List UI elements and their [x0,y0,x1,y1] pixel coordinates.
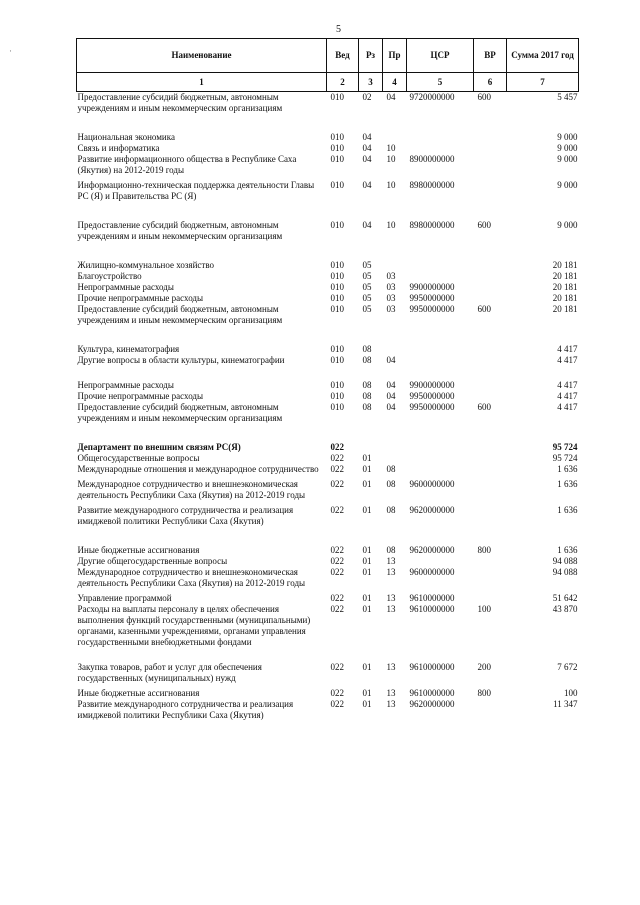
row-vr [474,271,507,282]
table-row [77,501,579,527]
row-pr: 13 [386,662,396,672]
margin-mark: · [9,46,12,56]
row-rz: 01 [362,505,372,515]
row-name: Предоставление субсидий бюджетным, автономным учреждениям и иным некоммерческим организациям [77,402,283,423]
row-pr [383,242,407,271]
row-csr: 8980000000 [409,220,455,230]
row-vr [474,453,507,464]
row-ved: 022 [330,556,344,566]
table-row [77,424,579,453]
row-pr: 04 [386,92,396,102]
row-csr: 9610000000 [409,604,455,614]
table-row [77,293,579,304]
row-ved: 010 [330,154,344,164]
row-name: Развитие международного сотрудничества и реализация имиджевой политики Республики Саха (Якутия) [77,699,294,720]
row-vr [474,366,507,391]
table-row [77,684,579,699]
row-name: Развитие информационного общества в Республике Саха (Якутия) на 2012-2019 годы [77,154,297,175]
row-ved: 022 [330,567,344,577]
row-sum: 4 417 [557,391,578,401]
row-sum: 94 088 [552,556,578,566]
table-row [77,355,579,366]
column-number: 2 [327,73,359,92]
row-vr [474,501,507,527]
column-number: 1 [77,73,327,92]
row-sum: 43 870 [552,604,578,614]
row-vr [474,464,507,475]
row-rz: 01 [362,453,372,463]
row-vr [474,589,507,604]
row-csr [407,242,474,271]
row-name: Международное сотрудничество и внешнеэкономическая деятельность Республики Саха (Якутия) на 2012-2019 годы [77,479,306,500]
table-row [77,176,579,202]
row-name: Расходы на выплаты персоналу в целях обеспечения выполнения функций государственными (муниципальными) органами, казенными учреждениями, органами управления государственными внебюджетными фондами [77,604,311,647]
row-csr: 9900000000 [409,380,455,390]
row-ved: 022 [330,453,344,463]
row-pr: 13 [386,567,396,577]
row-vr: 800 [477,545,491,555]
row-csr: 9610000000 [409,688,455,698]
row-csr: 9610000000 [409,593,455,603]
row-vr: 800 [477,688,491,698]
row-rz: 04 [362,220,372,230]
row-name: Иные бюджетные ассигнования [77,688,200,698]
row-pr: 08 [386,505,396,515]
row-vr [474,293,507,304]
row-sum: 1 636 [557,464,578,474]
row-vr [474,143,507,154]
row-pr [383,326,407,355]
row-ved: 022 [330,464,344,474]
row-name: Международные отношения и международное сотрудничество [77,464,319,474]
row-rz: 01 [362,556,372,566]
row-rz: 01 [362,479,372,489]
row-rz: 05 [362,271,372,281]
column-number: 6 [474,73,507,92]
row-sum: 4 417 [557,344,578,354]
row-name: Связь и информатика [77,143,160,153]
row-ved: 010 [330,402,344,412]
row-pr: 08 [386,479,396,489]
row-name: Культура, кинематография [77,344,180,354]
table-row [77,589,579,604]
row-vr: 100 [477,604,491,614]
header-ved: Вед [327,39,359,73]
row-vr [474,114,507,143]
budget-table [76,38,579,721]
page-number: 5 [336,24,341,35]
row-csr [407,424,474,453]
table-body [77,92,579,722]
row-sum: 1 636 [557,479,578,489]
row-name: Предоставление субсидий бюджетным, автономным учреждениям и иным некоммерческим организациям [77,304,283,325]
row-csr: 9620000000 [409,505,455,515]
row-csr: 9950000000 [409,304,455,314]
row-vr [474,282,507,293]
row-csr [407,355,474,366]
row-vr: 600 [477,304,491,314]
column-number-row [77,73,579,92]
row-sum: 20 181 [552,271,578,281]
row-csr [407,464,474,475]
row-pr: 03 [386,271,396,281]
row-vr [474,326,507,355]
row-sum: 20 181 [552,304,578,314]
row-pr: 10 [386,143,396,153]
row-sum: 20 181 [552,293,578,303]
row-csr: 9950000000 [409,391,455,401]
row-ved: 022 [330,604,344,614]
row-ved: 010 [330,282,344,292]
row-ved: 010 [330,304,344,314]
header-vr: ВР [474,39,507,73]
table-row [77,648,579,684]
row-rz: 01 [362,545,372,555]
row-vr [474,424,507,453]
row-rz [359,424,383,453]
table-row [77,391,579,402]
row-sum: 9 000 [557,220,578,230]
row-rz: 05 [362,304,372,314]
row-csr: 9900000000 [409,282,455,292]
row-name: Другие вопросы в области культуры, кинематографии [77,355,285,365]
row-rz: 05 [362,260,372,270]
row-csr: 9720000000 [409,92,455,102]
row-sum: 4 417 [557,402,578,412]
row-pr: 13 [386,593,396,603]
row-name: Департамент по внешним связям РС(Я) [77,442,241,452]
row-pr: 10 [386,180,396,190]
row-vr [474,242,507,271]
row-pr: 03 [386,304,396,314]
header-sum: Сумма 2017 год [507,39,579,73]
row-sum: 95 724 [552,453,578,463]
row-csr [407,143,474,154]
row-csr [407,556,474,567]
row-ved: 022 [330,688,344,698]
row-pr: 04 [386,402,396,412]
row-rz: 01 [362,593,372,603]
row-ved: 010 [330,344,344,354]
row-vr [474,475,507,501]
row-ved: 022 [330,662,344,672]
header-name: Наименование [77,39,327,73]
table-row [77,402,579,424]
row-name: Непрограммные расходы [77,282,174,292]
row-csr: 9620000000 [409,699,455,709]
row-pr: 04 [386,380,396,390]
row-ved: 022 [330,699,344,709]
row-sum: 9 000 [557,132,578,142]
row-pr: 10 [386,154,396,164]
table-row [77,271,579,282]
header-rz: Рз [359,39,383,73]
row-ved: 010 [330,391,344,401]
row-name: Благоустройство [77,271,142,281]
row-rz: 01 [362,464,372,474]
row-pr: 13 [386,688,396,698]
row-csr [407,271,474,282]
row-sum: 9 000 [557,180,578,190]
row-name: Информационно-техническая поддержка деятельности Главы РС (Я) и Правительства РС (Я) [77,180,315,201]
row-rz: 04 [362,132,372,142]
row-pr: 04 [386,355,396,365]
row-pr: 13 [386,699,396,709]
row-pr: 13 [386,556,396,566]
row-vr [474,154,507,176]
table-row [77,604,579,648]
header-csr: ЦСР [407,39,474,73]
row-rz: 08 [362,380,372,390]
table-row [77,475,579,501]
row-name: Предоставление субсидий бюджетным, автономным учреждениям и иным некоммерческим организациям [77,92,283,113]
row-vr: 200 [477,662,491,672]
row-rz: 01 [362,662,372,672]
row-name: Закупка товаров, работ и услуг для обеспечения государственных (муниципальных) нужд [77,662,262,683]
row-rz: 08 [362,344,372,354]
header-row [77,39,579,73]
row-rz: 04 [362,180,372,190]
row-rz: 01 [362,688,372,698]
row-ved: 010 [330,271,344,281]
row-name: Непрограммные расходы [77,380,174,390]
table-header [77,39,579,92]
row-csr [407,326,474,355]
row-ved: 010 [330,132,344,142]
row-sum: 5 457 [557,92,578,102]
row-ved: 022 [330,505,344,515]
row-sum: 20 181 [552,260,578,270]
row-pr: 13 [386,604,396,614]
row-pr: 08 [386,464,396,474]
table-row [77,527,579,556]
table-row [77,699,579,721]
row-name: Предоставление субсидий бюджетным, автономным учреждениям и иным некоммерческим организациям [77,220,283,241]
row-pr: 10 [386,220,396,230]
row-name: Прочие непрограммные расходы [77,293,204,303]
row-sum: 1 636 [557,545,578,555]
row-name: Национальная экономика [77,132,175,142]
table-row [77,453,579,464]
row-name: Иные бюджетные ассигнования [77,545,200,555]
row-pr: 08 [386,545,396,555]
row-ved: 010 [330,380,344,390]
row-vr [474,699,507,721]
table-row [77,304,579,326]
row-sum: 11 347 [553,699,578,709]
table-row [77,92,579,115]
table-row [77,326,579,355]
row-ved: 010 [330,92,344,102]
row-sum: 95 724 [552,442,578,452]
table-row [77,202,579,242]
table-row [77,282,579,293]
row-name: Жилищно-коммунальное хозяйство [77,260,215,270]
table-row [77,114,579,143]
row-name: Международное сотрудничество и внешнеэкономическая деятельность Республики Саха (Якутия) на 2012-2019 годы [77,567,306,588]
row-csr: 9600000000 [409,479,455,489]
row-ved: 010 [330,180,344,190]
row-rz: 08 [362,402,372,412]
row-csr: 9610000000 [409,662,455,672]
row-name: Общегосударственные вопросы [77,453,200,463]
column-number: 7 [507,73,579,92]
row-pr: 04 [386,391,396,401]
row-ved: 010 [330,143,344,153]
row-ved: 010 [330,260,344,270]
row-pr [383,424,407,453]
row-sum: 51 642 [552,593,578,603]
row-name: Прочие непрограммные расходы [77,391,204,401]
row-name: Управление программой [77,593,172,603]
table-row [77,143,579,154]
row-rz: 05 [362,282,372,292]
row-sum: 100 [564,688,578,698]
row-rz: 01 [362,699,372,709]
row-csr [407,453,474,464]
table-row [77,154,579,176]
row-ved: 010 [330,220,344,230]
column-number: 4 [383,73,407,92]
row-sum: 7 672 [557,662,578,672]
row-sum: 9 000 [557,143,578,153]
row-ved: 010 [330,293,344,303]
row-vr [474,355,507,366]
table-row [77,556,579,567]
row-sum: 9 000 [557,154,578,164]
row-rz: 08 [362,355,372,365]
column-number: 5 [407,73,474,92]
row-pr [383,453,407,464]
row-vr: 600 [477,92,491,102]
row-rz: 01 [362,604,372,614]
header-pr: Пр [383,39,407,73]
row-sum: 20 181 [552,282,578,292]
row-vr [474,391,507,402]
row-rz: 08 [362,391,372,401]
row-csr: 8900000000 [409,154,455,164]
row-csr: 9950000000 [409,402,455,412]
row-rz: 02 [362,92,372,102]
row-csr: 9950000000 [409,293,455,303]
row-name: Другие общегосударственные вопросы [77,556,228,566]
table-row [77,464,579,475]
row-pr [383,114,407,143]
row-vr [474,556,507,567]
row-vr [474,567,507,589]
row-csr: 9600000000 [409,567,455,577]
row-csr: 8980000000 [409,180,455,190]
row-sum: 4 417 [557,380,578,390]
row-rz: 04 [362,143,372,153]
row-rz: 01 [362,567,372,577]
row-rz: 05 [362,293,372,303]
table-row [77,567,579,589]
row-csr [407,114,474,143]
table-row [77,366,579,391]
row-ved: 010 [330,355,344,365]
row-csr: 9620000000 [409,545,455,555]
row-vr: 600 [477,402,491,412]
row-ved: 022 [330,545,344,555]
row-rz: 04 [362,154,372,164]
row-vr [474,176,507,202]
row-sum: 1 636 [557,505,578,515]
row-ved: 022 [330,442,344,452]
row-ved: 022 [330,479,344,489]
row-pr: 03 [386,282,396,292]
row-sum: 4 417 [557,355,578,365]
row-name: Развитие международного сотрудничества и реализация имиджевой политики Республики Саха (Якутия) [77,505,294,526]
table-row [77,242,579,271]
row-pr: 03 [386,293,396,303]
row-vr: 600 [477,220,491,230]
column-number: 3 [359,73,383,92]
row-sum: 94 088 [552,567,578,577]
row-ved: 022 [330,593,344,603]
